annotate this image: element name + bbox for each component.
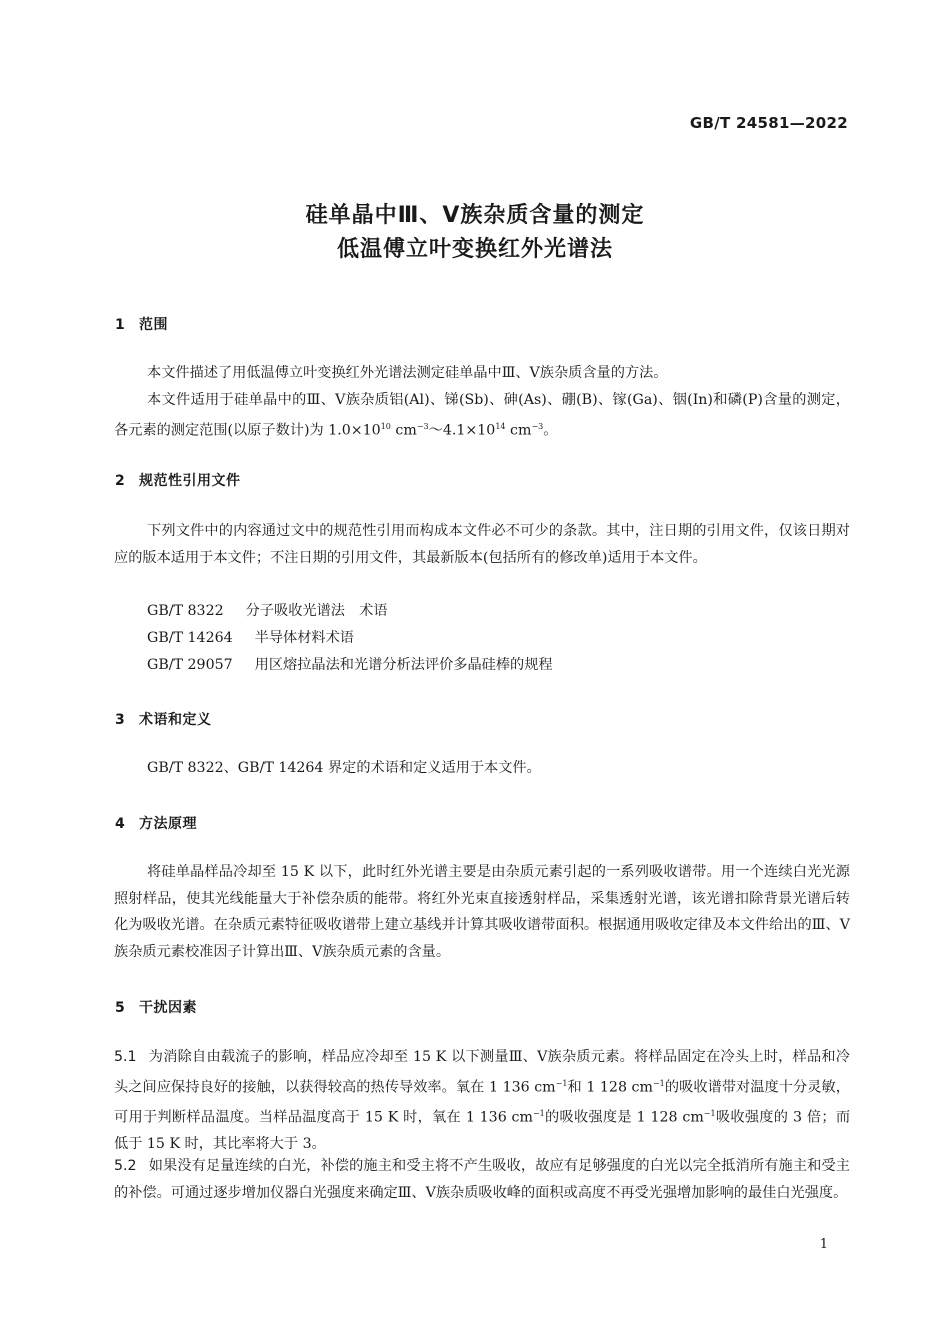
clause-number: 5.1 (114, 1049, 137, 1065)
scope-paragraph-1: 本文件描述了用低温傅立叶变换红外光谱法测定硅单晶中Ⅲ、Ⅴ族杂质含量的方法。 (147, 365, 668, 381)
principle-paragraph: 将硅单晶样品冷却至 15 K 以下，此时红外光谱主要是由杂质元素引起的一系列吸收谱带。用一个连续白光光源照射样品，使其光线能量大于补偿杂质的能带。将红外光束直接透射样品，采集透射光谱，该光谱扣除背景光谱后转化为吸收光谱。在杂质元素特征吸收谱带上建立基线并计算其吸收谱带面积。根据通用吸收定律及本文件给出的Ⅲ、Ⅴ族杂质元素校准因子计算出Ⅲ、Ⅴ族杂质元素的含量。 (114, 864, 850, 960)
document-title-line2: 低温傅立叶变换红外光谱法 (336, 237, 613, 262)
clause-5-1: 5.1 为消除自由载流子的影响，样品应冷却至 15 K 以下测量Ⅲ、Ⅴ族杂质元素。将样品固定在冷头上时，样品和冷头之间应保持良好的接触，以获得较高的热传导效率。氧在 1 136 $cm^{-1}$和 1 128 $cm^{-1}$的吸收谱带对温度十分灵敏，可用于判断样品温度。当样品温度高于 15 K 时，氧在 1 136 $cm^{-1}$的吸收强度是 1 128 $cm^{-1}$吸收强度的 3 倍；而低于 15 K 时，其比率将大于 3。 (114, 1049, 851, 1152)
scope-paragraph-2: 本文件适用于硅单晶中的Ⅲ、Ⅴ族杂质铝(Al)、锑(Sb)、砷(As)、硼(B)、镓(Ga)、铟(In)和磷(P)含量的测定，各元素的测定范围(以原子数计)为 $1.0\times 10^{10}$ $cm^{-3}\sim 4.1\times 10^{14}$ $cm^{-3}$。 (114, 392, 850, 439)
page-number: 1 (819, 1237, 828, 1252)
section-number: 5 (115, 1000, 126, 1016)
section-number: 1 (115, 317, 126, 333)
clause-5-2: 5.2 如果没有足量连续的白光，补偿的施主和受主将不产生吸收，故应有足够强度的白光以完全抵消所有施主和受主的补偿。可通过逐步增加仪器白光强度来确定Ⅲ、Ⅴ族杂质吸收峰的面积或高度不再受光强增加影响的最佳白光强度。 (114, 1158, 850, 1201)
section-title: 范围 (139, 317, 168, 333)
reference-item: GB/T 8322 分子吸收光谱法 术语 (147, 603, 388, 619)
section-number: 3 (115, 712, 126, 728)
section-title: 术语和定义 (139, 712, 212, 728)
section-number: 2 (115, 473, 126, 489)
section-heading-principle (115, 813, 197, 833)
reference-item: GB/T 14264 半导体材料术语 (147, 630, 354, 646)
document-title-line1: 硅单晶中Ⅲ、Ⅴ族杂质含量的测定 (305, 203, 645, 228)
section-heading-normative-references (115, 470, 241, 490)
section-number: 4 (115, 816, 126, 832)
section-heading-interference (115, 997, 197, 1017)
section-title: 方法原理 (139, 816, 197, 832)
section-heading-terms (115, 709, 212, 729)
section-title: 规范性引用文件 (139, 473, 241, 489)
normative-intro: 下列文件中的内容通过文中的规范性引用而构成本文件必不可少的条款。其中，注日期的引用文件，仅该日期对应的版本适用于本文件；不注日期的引用文件，其最新版本(包括所有的修改单)适用于本文件。 (114, 523, 850, 566)
section-heading-scope (115, 314, 168, 334)
standard-number: GB/T 24581—2022 (689, 114, 848, 132)
clause-number: 5.2 (114, 1158, 137, 1174)
section-title: 干扰因素 (139, 1000, 197, 1016)
reference-item: GB/T 29057 用区熔拉晶法和光谱分析法评价多晶硅棒的规程 (147, 657, 553, 673)
terms-paragraph: GB/T 8322、GB/T 14264 界定的术语和定义适用于本文件。 (147, 760, 541, 776)
